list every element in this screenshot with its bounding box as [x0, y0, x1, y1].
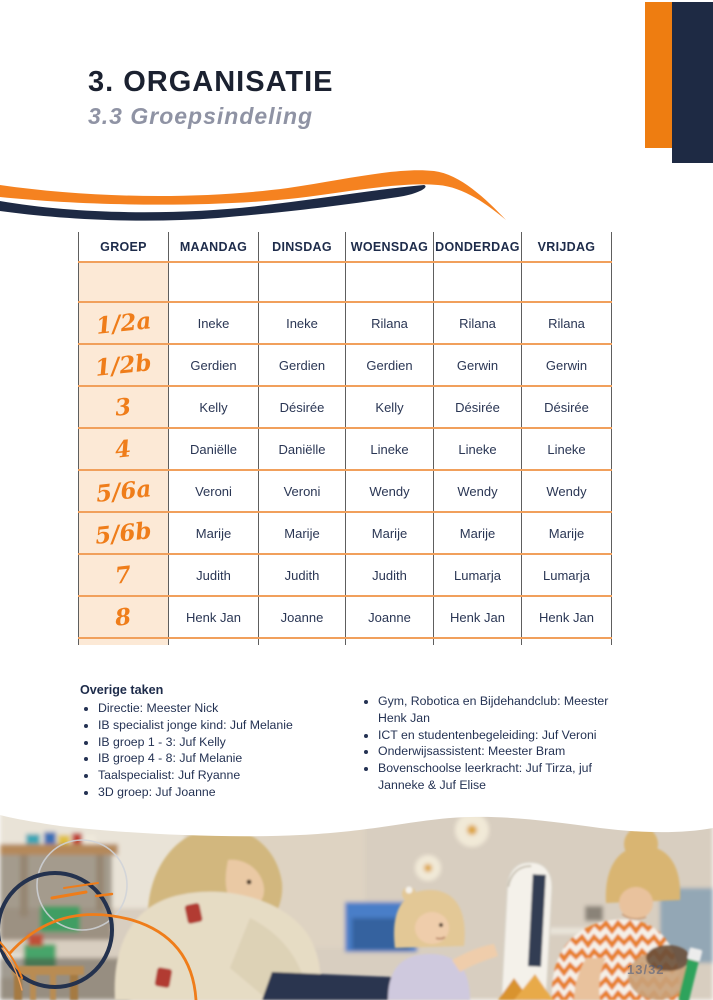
list-item: • Taalspecialist: Juf Ryanne [98, 767, 352, 784]
other-tasks-section [80, 683, 640, 801]
col-header-maandag: MAANDAG [169, 232, 259, 262]
col-header-donderdag: DONDERDAG [434, 232, 522, 262]
group-label-cell: 7 [79, 554, 169, 596]
tasks-heading: Overige taken [80, 683, 164, 697]
list-item: • IB groep 1 - 3: Juf Kelly [98, 734, 352, 751]
group-label-cell: 5/6b [79, 512, 169, 554]
group-label-cell: 8 [79, 596, 169, 638]
group-label-cell: 4 [79, 428, 169, 470]
col-header-woensdag: WOENSDAG [346, 232, 434, 262]
tasks-right-list [360, 693, 618, 794]
table-row: 1/2b Gerdien Gerdien Gerdien Gerwin Gerwin [79, 344, 612, 386]
col-header-dinsdag: DINSDAG [259, 232, 346, 262]
group-label-cell: 1/2a [79, 302, 169, 344]
table-row: 8 Henk Jan Joanne Joanne Henk Jan Henk Jan [79, 596, 612, 638]
tasks-left-list [80, 700, 352, 801]
list-item: • ICT en studentenbegeleiding: Juf Veroni [378, 727, 618, 744]
page-subtitle: 3.3 Groepsindeling [88, 103, 314, 129]
table-row: 5/6b Marije Marije Marije Marije Marije [79, 512, 612, 554]
list-item: • 3D groep: Juf Joanne [98, 784, 352, 801]
list-item: • IB specialist jonge kind: Juf Melanie [98, 717, 352, 734]
col-header-groep: GROEP [79, 232, 169, 262]
page-title: 3. ORGANISATIE [88, 66, 334, 98]
group-schedule-table [78, 232, 612, 645]
table-spacer-row [79, 262, 612, 302]
spiral-notepad [501, 861, 553, 1000]
table-row: 7 Judith Judith Judith Lumarja Lumarja [79, 554, 612, 596]
tasks-left-column [80, 683, 352, 801]
list-item: • IB groep 4 - 8: Juf Melanie [98, 750, 352, 767]
table-row: 1/2a Ineke Ineke Rilana Rilana Rilana [79, 302, 612, 344]
list-item: • Onderwijsassistent: Meester Bram [378, 743, 618, 760]
table-row: 3 Kelly Désirée Kelly Désirée Désirée [79, 386, 612, 428]
table-row: 5/6a Veroni Veroni Wendy Wendy Wendy [79, 470, 612, 512]
page-number: 13/32 [627, 962, 665, 977]
group-label-cell: 1/2b [79, 344, 169, 386]
orange-bar-decoration [645, 2, 672, 148]
navy-bar-decoration [672, 2, 713, 163]
list-item: • Directie: Meester Nick [98, 700, 352, 717]
list-item: • Bovenschoolse leerkracht: Juf Tirza, juf Janneke & Juf Elise [378, 760, 618, 794]
table-row: 4 Daniëlle Daniëlle Lineke Lineke Lineke [79, 428, 612, 470]
group-label-cell: 3 [79, 386, 169, 428]
classroom-children-photo [0, 808, 713, 1000]
col-header-vrijdag: VRIJDAG [522, 232, 612, 262]
table-header-row [79, 232, 612, 262]
list-item: • Gym, Robotica en Bijdehandclub: Meester Henk Jan [378, 693, 618, 727]
group-label-cell: 5/6a [79, 470, 169, 512]
table-stub-row [79, 638, 612, 645]
tasks-right-column [360, 683, 618, 801]
